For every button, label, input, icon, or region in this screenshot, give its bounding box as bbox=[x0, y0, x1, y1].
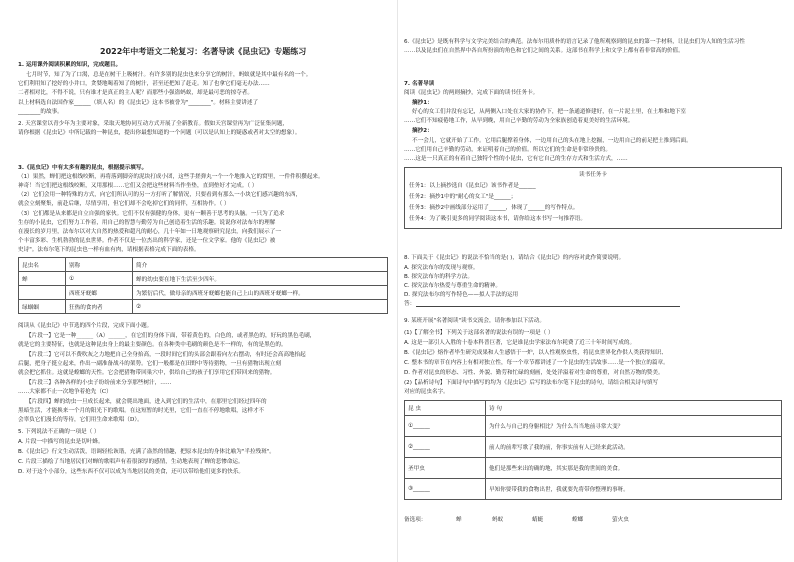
table-row bbox=[405, 416, 782, 437]
q1-line: 它们利用知了挖好的小井口，贪婪地喝着知了的树汁，甚至还把知了赶走。知了也拿它们毫无办法…… bbox=[18, 81, 270, 87]
table-cell: 圣甲虫 bbox=[405, 458, 486, 479]
table-header-cell: 诗 句 bbox=[486, 401, 782, 416]
table-cell: 绿蝈蝈 bbox=[19, 300, 66, 314]
choice-item: 萤火虫 bbox=[612, 517, 629, 523]
table-cell: 西班牙蜣螂 bbox=[66, 286, 133, 300]
q8-option[interactable]: B. 探究法布尔的科学方法。 bbox=[404, 274, 473, 280]
q8-option[interactable]: D. 探究法布尔的写作特色——拟人手法的运用 bbox=[404, 292, 519, 298]
table-header-cell: 简介 bbox=[133, 258, 388, 272]
reading-line: 会辜负它们漫长的等待，它们用生命来歌唱（D）。 bbox=[18, 417, 143, 423]
table-header-cell: 别称 bbox=[66, 258, 133, 272]
choice-item: 蜻蜓 bbox=[532, 517, 544, 523]
q8-answer-label: 答： bbox=[404, 301, 416, 307]
table-header-row bbox=[405, 401, 782, 416]
reading-line: 后腿，把身子挺立起来，作出一副准备战斗的架势。它们一般都是在田野中等待猎物，一旦有猎物出现立刻 bbox=[18, 361, 281, 367]
task-item: 任务3：摘抄2中画线部分运用了______，体现了______的写作特点。 bbox=[409, 205, 579, 211]
q8-option[interactable]: C. 探究法布尔热爱与尊重生命的精神。 bbox=[404, 283, 501, 289]
q3-line: 就会立刻聚集，前赴后继，尽情享用，但它们却不会吃掉它们的同伴，互相协作。（ ） bbox=[18, 201, 230, 207]
excerpt2-label: 摘抄2： bbox=[412, 128, 433, 134]
choice-item: 蚂蚁 bbox=[492, 517, 504, 523]
table-row bbox=[19, 286, 388, 300]
q3-line: （1）果然，蝉们把这根线咬断，再将落到脚旁的泥块打成小团，这些手搓弹丸一个一个地推入它的窝里，一件件积攒起来。 bbox=[18, 174, 324, 180]
reading-line: 【片段三】各种各样的小虫子纷纷前来分享那些树汁，…… bbox=[26, 380, 172, 386]
table-cell bbox=[19, 286, 66, 300]
q5-option[interactable]: A. 片段一中描写的昆虫是切叶蜂。 bbox=[18, 439, 104, 445]
table-cell: 早知你要带我的食物出世，我就要先将带你整理的事呀。 bbox=[486, 479, 782, 500]
q3-para: 史诗"。法布尔笔下的昆虫也一样有血有肉，请根据表格完成下面的表格。 bbox=[18, 247, 200, 253]
table-cell: 前人的前辈写歌了我的前，你事实前有人已经来此活动。 bbox=[486, 437, 782, 458]
table-row bbox=[405, 458, 782, 479]
q9-sub1: (1)【了解全书】下列关于这部名著的说法有误的一项是（ ） bbox=[404, 330, 554, 336]
table-cell[interactable]: ②______ bbox=[405, 437, 486, 458]
reading-line: 黑暗生活，才能换来一个月的阳光下的歌唱。在这短暂的时光里，它们一直在不停地歌唱，这样才不 bbox=[18, 408, 265, 414]
q6-line: ……以及昆虫们在自然界中各自所扮演的角色和它们之间的关系。这部书在科学上和文学上都有着非常高的价值。 bbox=[404, 48, 684, 54]
q9-option[interactable]: D. 作者对昆虫的形态、习性、外貌、勤劳和忙碌的刻画，处处洋溢着对生命的尊重，对自然万物的赞美。 bbox=[404, 370, 664, 376]
q1-heading: 1. 运用课外阅读积累的知识，完成题目。 bbox=[18, 62, 122, 68]
q9-option[interactable]: C. 整本书的章节在内容上有相对独立性，每一个章节都讲述了一个昆虫的生活故事……是一个独立的篇章。 bbox=[404, 360, 669, 366]
task-item: 任务1：以上摘抄选自《昆虫记》该书作者是______ bbox=[409, 183, 536, 189]
q6-line: 6.《昆虫记》是既有科学与文学完美结合的典范。法布尔用质朴的语言记录了他所观察到的昆虫的第一手材料，让昆虫们为人知的生活习性 bbox=[404, 39, 745, 45]
page-title: 2022年中考语文二轮复习：名著导读《昆虫记》专题练习 bbox=[100, 47, 307, 56]
q5-option[interactable]: D. 对于这个小部分，这些东西不仅可以成为当地居民的美食，还可以带给他们更多的快乐。 bbox=[18, 469, 245, 475]
table-header-cell: 昆 虫 bbox=[405, 401, 486, 416]
task-card-title: 读书任务卡 bbox=[579, 172, 607, 178]
excerpt1-line: 好心的女工们并没有忘记，从两侧入口处在大家的协作下，把一条通道修建好，在一片泥土里，在土堆和地下室 bbox=[412, 109, 687, 115]
task-card bbox=[404, 167, 782, 229]
table-cell: 为什么与自己的身躯相比？为什么当当地前寻常大变？ bbox=[486, 416, 782, 437]
excerpt1-line: ……它们不知疲倦地工作，从早到晚，用自己辛勤的劳动为全家族创造着更美好的生活环境。 bbox=[404, 118, 634, 124]
q1-line: 七月时节，知了为了口渴，总是在树干上吸树汁。有许多别的昆虫也来分享它的树汁，蚂蚁就是其中最有名的一个。 bbox=[26, 72, 312, 78]
q1-line: 以上材料选自法国作家______（填人名）的《昆虫记》这本书被誉为"________"。材料主要讲述了 bbox=[18, 100, 259, 106]
poem-table bbox=[404, 400, 782, 500]
table-cell[interactable]: ①______ bbox=[405, 416, 486, 437]
q3-line: 神奇！当它们把这根线咬断，又用那根……它们又会把这些材料当作坐垫，直到垫好才完成。（ ） bbox=[18, 183, 258, 189]
q3-para: （3）它们都是从来都是自立自强的家伙。它们不仅有强健的身体，更有一颗善于思考的头脑。一只为了追求 bbox=[18, 211, 285, 217]
reading-line: 【片段二】它可以不费吹灰之力地把自己全身抬高，一段时间它们的头部会跟着向左右摆动，有时还会高高地抬起 bbox=[26, 352, 306, 358]
table-cell: 他们是那些来出的确的地，其实那是我的世间的美食。 bbox=[486, 458, 782, 479]
table-cell: 为繁衍后代，做母亲的西班牙蜣螂也能自己上山的西班牙蜣螂一样。 bbox=[133, 286, 388, 300]
q3-para: 个丰富多彩、生机勃勃的昆虫世界。作者不仅是一位杰出的科学家，还是一位文学家。他的《昆虫记》被 bbox=[18, 238, 276, 244]
q8-heading: 8. 下面关于《昆虫记》的说法不恰当的是( )，请结合《昆虫记》的内容对此作简要说明。 bbox=[404, 255, 625, 261]
q9-heading: 9. 某班开展"名著阅读"读书交流会，请你参加以下活动。 bbox=[404, 318, 545, 324]
table-cell: ② bbox=[133, 300, 388, 314]
task-item: 任务4：为了吸引更多的同学阅读这本书，请你给这本书写一句推荐语。 bbox=[409, 216, 586, 222]
q3-para: 在漫长的岁月里，法布尔以对大自然的热爱和超凡的耐心，几十年如一日地观察研究昆虫，向我们展示了一 bbox=[18, 229, 281, 235]
q1-line: 二者相对比，不得不说，只有谁才是真正的主人呢？而那些小强盗蚂蚁，却是最可恶的掠夺者。 bbox=[18, 90, 253, 96]
table-cell[interactable]: ③______ bbox=[405, 479, 486, 500]
reading-intro: 阅读从《昆虫记》中节选的四个片段，完成下面小题。 bbox=[18, 323, 153, 329]
q2-line: 请你根据《昆虫记》中所记载的一种昆虫，提出你最想知道的一个问题（可以是认知上的疑惑或者对太空的想象）。 bbox=[18, 130, 301, 136]
q3-line: （2）它们会用一种特殊的方式，向它们所认可的另一方打听了解情况，只要看到有那么一小块它们感兴趣的东西， bbox=[18, 192, 302, 198]
table-row bbox=[19, 272, 388, 286]
q5-option[interactable]: B.《昆虫记》行文生动活泼，语调轻松诙谐，充满了盎然的情趣，把原本昆虫的身体比喻为"半拉残斑"。 bbox=[18, 449, 275, 455]
q7-heading: 7. 名著导读 bbox=[404, 81, 435, 87]
q9-sub2: (2)【品析诗句】下面诗句中描写的均为《昆虫记》后写的法布尔笔下昆虫的诗句，请结合相关诗句填写 bbox=[404, 380, 659, 386]
table-cell: 狂热的食肉者 bbox=[66, 300, 133, 314]
choice-item: 蝉 bbox=[456, 517, 462, 523]
q2-line: 2. 天宫课堂以青少年为主要对象，采取天地协同互动方式开展了全新教育。假如天宫课堂再为广泛征集问题， bbox=[18, 121, 289, 127]
table-row bbox=[405, 437, 782, 458]
excerpt2-line: ……这是一只真正的有着自己独特个性的小昆虫，它有它自己的生存方式和生活方式，…… bbox=[404, 156, 628, 162]
q9-sub2-cont: 对应的昆虫名字。 bbox=[404, 389, 449, 395]
q3-heading: 3.《昆虫记》中有太多有趣的昆虫，根据提示填写。 bbox=[18, 165, 148, 171]
q9-option[interactable]: A. 这是一部引人入胜的十卷本科普巨著，它是谁昆虫学家法布尔耗费了近三十年时间写成的。 bbox=[404, 340, 636, 346]
q9-option[interactable]: B.《昆虫记》熔作者毕生研究成果和人生感悟于一炉，以人性观察虫性，将昆虫世界化作供人类获得知识、 bbox=[404, 350, 667, 356]
excerpt2-line: 不一会儿，它就开始了工作。它用后腿撑着身体，一边用自己的头在地上挖掘，一边用自己的前足把土推到后面。 bbox=[412, 138, 692, 144]
reading-line: 【片段一】它是一种______（A）______，在它们的身体下面，带着黄色的，白色的，或者黑色的，好玩的黑色毛刷， bbox=[26, 333, 316, 339]
table-header-row bbox=[19, 258, 388, 272]
q7-intro: 阅读《昆虫记》的两则摘抄，完成下面的读书任务卡。 bbox=[404, 90, 539, 96]
excerpt2-line: ……它们用自己辛勤的劳动，来证明着自己的价值。所以它们的生命是非常珍贵的。 bbox=[404, 147, 611, 153]
right-column bbox=[397, 0, 794, 562]
excerpt1-label: 摘抄1： bbox=[412, 100, 433, 106]
reading-line: 就是它的主要特征，也就是这种昆虫身上的最主要颜色。在各种类中毛刷的颜色是不一样的，有的是黑色的。 bbox=[18, 342, 287, 348]
q1-line: ________的故事。 bbox=[18, 109, 63, 115]
task-item: 任务2：摘抄1中的"耐心的女工"是______； bbox=[409, 194, 517, 200]
reading-line: 就会把它抓住。这就是螳螂的天性。它会把猎物带回巢穴中，供给自己的孩子们享用它们带回来的猎物。 bbox=[18, 370, 276, 376]
table-cell: 蝉的幼虫要在地下生活至少四年。 bbox=[133, 272, 388, 286]
table-header-cell: 昆虫名 bbox=[19, 258, 66, 272]
table-cell: ① bbox=[66, 272, 133, 286]
table-cell: 蝉 bbox=[19, 272, 66, 286]
reading-line: 【片段四】蝉的幼虫一旦成长起来，就会爬出地面，进入到它们的生活中，在那里它们经过四年的 bbox=[26, 399, 267, 405]
choices-label: 备选项： bbox=[404, 517, 427, 523]
table-row bbox=[19, 300, 388, 314]
reading-line: ……大家都不止一次地争着抢先（C） bbox=[18, 389, 112, 395]
table-row bbox=[405, 479, 782, 500]
q3-para: 生存的小昆虫，它们努力工作着，用自己的智慧与勤劳为自己创造着生活的乐趣。说说你对法布尔的理解 bbox=[18, 220, 276, 226]
insect-table bbox=[18, 257, 388, 314]
choice-item: 螳螂 bbox=[572, 517, 584, 523]
q5-option[interactable]: C. 片段三描绘了当地居民们对蝉的歌唱声有着很深厚的感情，生动地表现了蝉的悲惨命运。 bbox=[18, 459, 244, 465]
q5-heading: 5. 下列说法不正确的一项是（ ） bbox=[18, 429, 100, 435]
q8-option[interactable]: A. 探究法布尔的发现与观察。 bbox=[404, 265, 479, 271]
answer-line[interactable] bbox=[416, 306, 680, 307]
